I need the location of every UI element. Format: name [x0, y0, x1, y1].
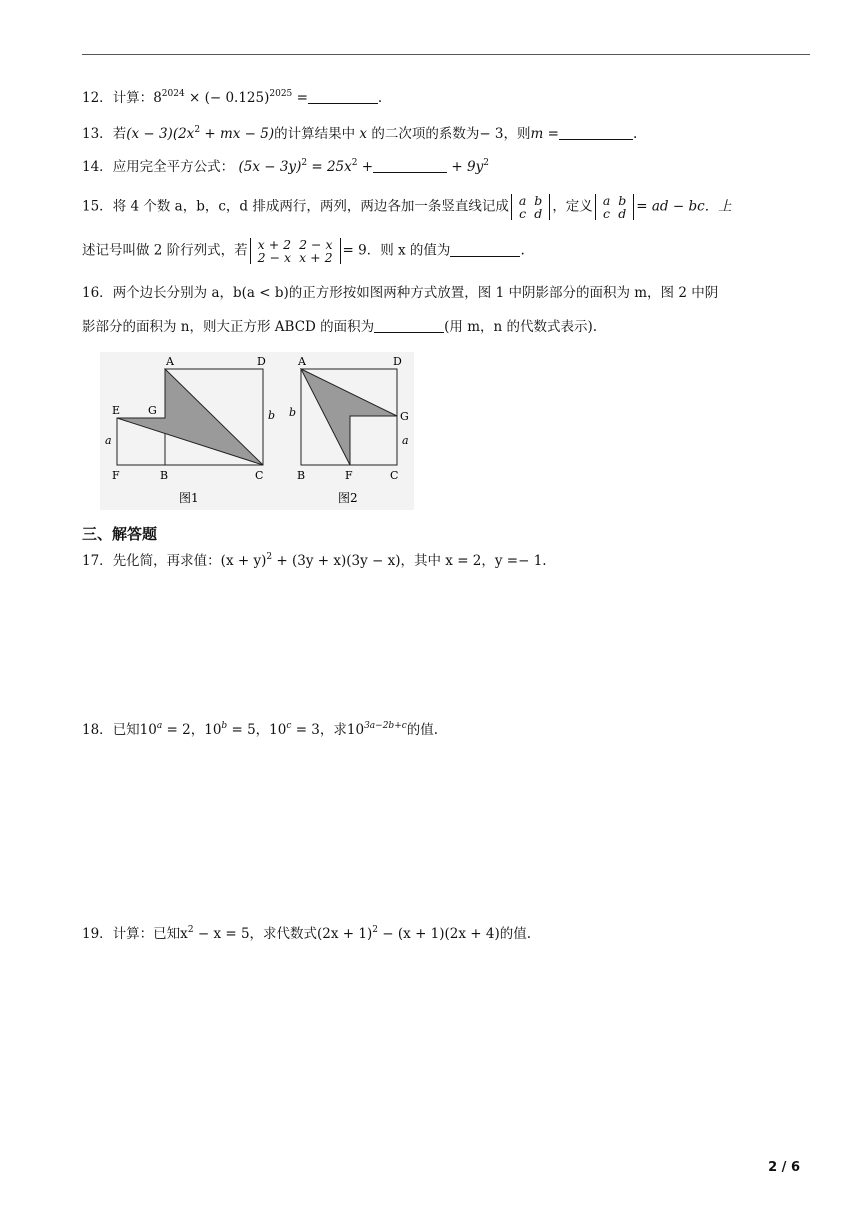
question-number: 14．	[82, 159, 113, 175]
geometry-figure	[100, 352, 414, 510]
label-D: D	[393, 355, 402, 368]
expr-mid: × (− 0.125)	[184, 90, 270, 106]
label-D: D	[257, 355, 266, 368]
question-label: 应用完全平方公式：	[112, 159, 235, 175]
text: − x = 5，求代数式(2x + 1)	[193, 926, 373, 942]
equals: =	[292, 90, 308, 106]
question-number: 18．	[82, 722, 113, 738]
header-rule	[82, 54, 810, 55]
question-16	[82, 283, 718, 303]
label-b: b	[289, 406, 297, 419]
question-number: 12．	[82, 90, 113, 106]
text: 影部分的面积为 n，则大正方形 ABCD 的面积为	[82, 319, 375, 335]
text: 先化简，再求值：(x + y)	[112, 553, 267, 569]
exponent: 2	[194, 125, 201, 135]
question-number: 13．	[82, 126, 113, 142]
question-16-cont	[82, 317, 597, 337]
exponent: 2	[483, 158, 489, 168]
label-B: B	[160, 469, 169, 482]
label-B: B	[297, 469, 306, 482]
expr: (x − 3)	[126, 126, 173, 142]
text: = 3，求10	[291, 722, 365, 738]
figure-2	[301, 369, 397, 465]
answer-blank[interactable]	[308, 89, 378, 104]
question-17	[82, 551, 547, 571]
exponent: 2	[372, 925, 378, 935]
exponent: 2	[266, 552, 273, 562]
answer-blank[interactable]	[559, 125, 633, 140]
label-b: b	[268, 409, 276, 422]
determinant: a b c d	[511, 194, 550, 220]
answer-blank[interactable]	[450, 242, 520, 257]
figure-1	[117, 369, 263, 465]
question-number: 17．	[82, 553, 113, 569]
expr: + 9y	[447, 159, 484, 175]
exponent: 2025	[269, 89, 293, 99]
label-F: F	[345, 469, 353, 482]
period: .	[377, 90, 383, 106]
expr: = 25x	[307, 159, 352, 175]
text: 计算：已知x	[112, 926, 188, 942]
expr: m =	[530, 126, 559, 142]
text: − (x + 1)(2x + 4)的值.	[378, 926, 532, 942]
expr-base: 8	[153, 90, 162, 106]
label-C: C	[390, 469, 399, 482]
answer-blank[interactable]	[374, 318, 444, 333]
text: (用 m，n 的代数式表示).	[444, 319, 598, 335]
question-label: 计算：	[112, 90, 154, 106]
text: 的二次项的系数为− 3，则	[371, 126, 531, 142]
question-15	[82, 194, 732, 220]
label-a: a	[105, 434, 112, 447]
exponent: 2024	[161, 89, 185, 99]
text: + (3y + x)(3y − x)，其中 x = 2，y =− 1.	[272, 553, 547, 569]
label-a: a	[402, 434, 409, 447]
text: ，定义	[552, 198, 593, 215]
exponent: b	[221, 721, 228, 731]
shaded-region	[117, 369, 263, 465]
label-E: E	[112, 404, 121, 417]
figure-1-caption: 图1	[179, 491, 199, 505]
exponent: 2	[351, 158, 358, 168]
text: = 2，10	[162, 722, 222, 738]
label-A: A	[166, 355, 174, 368]
expr: +	[357, 159, 374, 175]
exponent: 2	[301, 158, 308, 168]
question-19	[82, 924, 531, 944]
question-15-cont	[82, 238, 525, 264]
expr: + mx − 5)	[200, 126, 275, 142]
exponent: c	[286, 721, 292, 731]
label-F: F	[112, 469, 120, 482]
exponent: a	[156, 721, 163, 731]
section-heading: 三、解答题	[82, 525, 158, 543]
text: 的计算结果中	[274, 126, 356, 142]
text: = ad − bc．上	[636, 198, 732, 215]
answer-blank[interactable]	[373, 158, 447, 173]
variable: x	[359, 126, 368, 142]
expr: (2x	[172, 126, 195, 142]
label-G: G	[400, 410, 409, 423]
text: 述记号叫做 2 阶行列式，若	[82, 242, 248, 259]
determinant: a b c d	[595, 194, 634, 220]
text: 已知10	[112, 722, 157, 738]
expr: (5x − 3y)	[238, 159, 302, 175]
question-number: 16．	[82, 285, 113, 301]
text: 若	[112, 126, 127, 142]
text: 两个边长分别为 a，b(a < b)的正方形按如图两种方式放置，图 1 中阴影部分的面积为 m，图 2 中阴	[112, 285, 719, 301]
label-C: C	[255, 469, 264, 482]
text: 将 4 个数 a，b，c，d 排成两行，两列，两边各加一条竖直线记成	[112, 198, 509, 215]
shaded-region	[301, 369, 397, 465]
exponent: 2	[187, 925, 194, 935]
question-13	[82, 124, 637, 144]
figure-2-caption: 图2	[338, 491, 358, 505]
label-A: A	[298, 355, 306, 368]
question-12	[82, 88, 382, 108]
determinant: x + 2 2 − x 2 − x x + 2	[250, 238, 341, 264]
period: .	[632, 126, 638, 142]
question-18	[82, 720, 438, 740]
period: .	[520, 242, 525, 259]
page-number: 2 / 6	[768, 1160, 800, 1175]
text: = 9．则 x 的值为	[342, 242, 451, 259]
question-number: 19．	[82, 926, 113, 942]
label-G: G	[148, 404, 157, 417]
text: = 5，10	[227, 722, 287, 738]
text: 的值.	[406, 722, 439, 738]
question-number: 15．	[82, 198, 113, 215]
exponent: 3a−2b+c	[364, 721, 407, 731]
question-14	[82, 157, 489, 177]
